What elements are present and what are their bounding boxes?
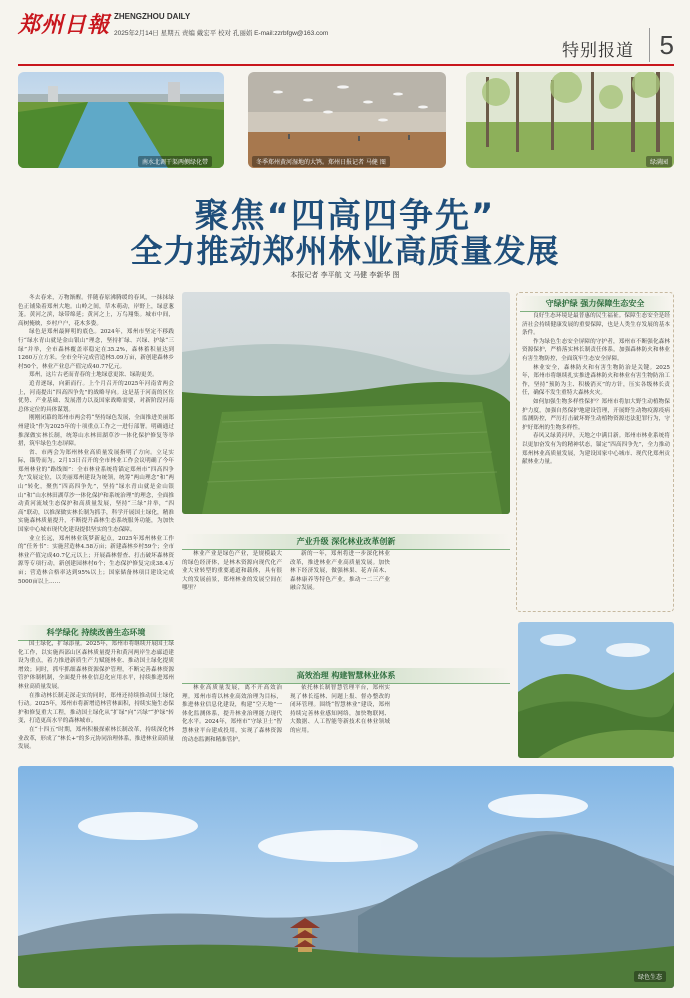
- masthead: [18, 6, 674, 64]
- article-column-6: [522, 312, 670, 608]
- paragraph: 刚刚闭幕的郑州市两会将“坚持绿色发展，全面推进美丽郑州建设”作为2025年的十项重点工作之一进行部署。明确通过推深做实林长制，统筹山水林田湖草沙一体化保护修复等举措，筑牢绿色生态屏障。: [18, 415, 174, 448]
- newspaper-name-en: ZHENGZHOU DAILY: [114, 12, 191, 21]
- section-heading-governance: 高效治理 构建智慧林业体系: [182, 668, 510, 684]
- paragraph: 新的一年，郑州将进一步深化林业改革，推进林业产业高质量发展。加快林下经济发展，做强林果、花卉苗木、森林康养等特色产业，推动一二三产业融合发展。: [290, 551, 390, 592]
- paragraph: 郑州，这片古老而青春的土地绿意更浓、绿韵更美。: [29, 372, 158, 379]
- paragraph: 冬去春来，万物渐醒。伴随春原沸腾缓的春风，一抹抹绿色正铺染着郑州大地。山岭之间，草木萌动，岸野上，绿意葱茏。黄河之滨，绿带绵延；黄河之上，万鸟翔集。城市中间，高树掩映，乡村户户，花木多姿。: [18, 295, 174, 327]
- paragraph: 国土绿化，扩绿添量。2025年，郑州市将继续开展国土绿化工作，以实施西部山区森林质量提升和黄河两岸生态廊道建设为重点，着力推进新质生产力赋能林业、推动国土绿化提质增效；同时，抓牢抓细森林资源保护管理，不断完善森林资源管护体制机制，全面提升林业信息化应用水平，持续推进郑州林业高质量发展。: [18, 641, 174, 690]
- paragraph: 追青逐绿，向新而行。上个月召开的2025年河南省两会上，河南提出“四高四争先”的战略导向。这是基于河南的区位优势、产业基础、发展潜力以及国家战略需要，对新阶段河南总体定位的具体谋划。: [18, 380, 174, 413]
- paragraph: 在“十四五”时期，郑州积极探索林长制改革，持续深化林业改革，形成了“林长+”的多元协同治理体系，推进林业高质量发展。: [18, 726, 174, 751]
- paragraph: 业立长远，郑州林业筑梦新起点，2025年郑州林业工作的“任务书”：实施营造林4.58万亩；新建森林乡村59个；全市林业产值完成40.7亿元以上；开展森林督查、打击破坏森林资源等专项行动，新创建园林村6个；生态保护修复完成38.4万亩；营造林合格率达到95%以上；国家储备林项目建设完成5000亩以上……: [18, 535, 174, 585]
- photo-caption: 冬季郑州黄河湿地的大鸨。郑州日报记者 马健 图: [252, 156, 390, 167]
- paragraph: 依托林长制智慧管理平台，郑州实现了林长巡林、问题上报、督办整改的闭环管理。围绕“智慧林业”建设，郑州持续完善林业感知网络，加快物联网、大数据、人工智能等新技术在林业领域的应用。: [290, 685, 390, 734]
- paragraph: 在推动林长制走深走实的同时，郑州还持续推动国土绿化行动。2025年，郑州市将新增造林营林面积，持续实施生态保护和修复重大工程，推动国土绿化从“扩绿”向“兴绿”“护绿”转变，打造更高水平的森林城市。: [18, 692, 174, 725]
- paragraph: 省、市两会为郑州林业高质量发展指明了方向。立足实际，锚势而为。2月13日召开的全市林业工作会议明确了今年郑州林业的“路线图”：全市林业系统将锚定郑州市“四高四争先”发展定位，以美丽郑州建设为统领，统筹“两山理念”和“两山”转化，聚焦“四高四争先”，坚持“绿水青山就是金山银山”和“山水林田湖草沙一体化保护和系统治理”的理念，全面推动黄河流域生态保护和高质量发展，坚持“三绿”并举，“四高”联动，以推深做实林长制为抓手，科学开展国土绿化，精准实施森林质量提升，不断提升森林生态系统服务功能，为加快国家中心城市现代化建设提供坚实的生态保障。: [18, 449, 174, 534]
- photo-mountain-pagoda-panorama: [18, 766, 674, 988]
- paragraph: 林业高质量发展，离不开高效治理。郑州市将以林业高效治理为目标，推进林业信息化建设，构建“空天地”一体化监测体系，提升林业治理能力现代化水平。2024年，郑州市“守绿卫士”智慧林业平台建成投用，实现了森林资源的动态监测和精准管护。: [182, 685, 282, 743]
- headline-line-2: 全力推动郑州林业高质量发展: [130, 232, 560, 270]
- section-heading-industry: 产业升级 深化林业改革创新: [182, 534, 510, 550]
- paragraph: 林业安全，森林防火和有害生物防治是关键。2025年，郑州市将继续扎实推进森林防火和林业有害生物防治工作，坚持“预防为主、积极消灭”的方针，压实各级林长责任，确保不发生重特大森林火灾。: [522, 364, 670, 397]
- article-column-2: [182, 550, 282, 662]
- photo-yellow-river-wetland: [248, 72, 446, 168]
- photo-mountain-valley: [518, 622, 674, 758]
- forest-image: [466, 72, 674, 168]
- photo-caption: 南水北调干渠两侧绿化带: [138, 156, 212, 167]
- paragraph: 如何加强生物多样性保护？郑州市将加大野生动植物保护力度，加强自然保护地建设管理，开展野生动物疫源疫病监测防控，严厉打击破坏野生动植物资源违法犯罪行为，守护好郑州的生物多样性。: [522, 398, 670, 431]
- section-heading-greening: 科学绿化 持续改善生态环境: [18, 625, 174, 641]
- photo-aerial-river-forest: [182, 292, 510, 514]
- paragraph: 作为绿色生态安全屏障的守护者，郑州市不断强化森林资源保护，严格落实林长制责任体系，加强森林防火和林业有害生物防控，全面筑牢生态安全屏障。: [522, 338, 670, 362]
- article-column-3: [290, 550, 390, 662]
- photo-caption: 绿满园: [646, 156, 672, 167]
- valley-image: [518, 622, 674, 758]
- page-number: 5: [649, 28, 674, 62]
- article-column-1: [18, 294, 174, 622]
- paragraph: 绿色是郑州最鲜明的底色。2024年，郑州市坚定不移践行“绿水青山就是金山银山”理念，坚持扩绿、兴绿、护绿“三绿”并举，全市森林覆盖率稳定在35.2%，森林蓄积量达到1260万立方米。全市全年完成营造林5.09万亩，新创建森林乡村50个，林业产业总产值完成40.77亿元。: [18, 329, 174, 370]
- canal-image: [18, 72, 224, 168]
- photo-caption: 绿色生态: [634, 971, 666, 982]
- paragraph: 春风又绿黄河岸，天地之中满目新。郑州市林业系统将以更加奋发有为的精神状态，锚定“四高四争先”，全力推动郑州林业高质量发展，为建设国家中心城市、现代化郑州贡献林业力量。: [522, 433, 670, 466]
- panorama-image: [18, 766, 674, 988]
- aerial-image: [182, 292, 510, 514]
- byline: 本报记者 李平航 文 马健 李新华 图: [290, 271, 400, 279]
- masthead-rule: [18, 64, 674, 66]
- photo-forest: [466, 72, 674, 168]
- section-label: 特别报道: [562, 41, 634, 61]
- newspaper-logo: 郑州日報: [18, 12, 111, 38]
- paragraph: 林业产业是绿色产业，是规模最大的绿色经济体，是林木资源向现代化产业大业转型的重要通道和载体，具有很大的发展前景，郑州林业的发展空间在哪里？: [182, 551, 282, 592]
- headline-line-1: 聚焦“四高四争先”: [194, 196, 496, 236]
- photo-canal-greenbelt: [18, 72, 224, 168]
- issue-meta: 2025年2月14日 星期五 责编 戴宏平 校对 孔丽娟 E-mail:zzrbfgw@163.com: [114, 30, 329, 37]
- paragraph: 良好生态环境是最普惠的民生福祉。保障生态安全是经济社会持续健康发展的重要保障，也是人类生存发展的基本条件。: [522, 313, 670, 337]
- wetland-birds-image: [248, 72, 446, 168]
- section-heading-protection: 守绿护绿 强力保障生态安全: [520, 296, 670, 312]
